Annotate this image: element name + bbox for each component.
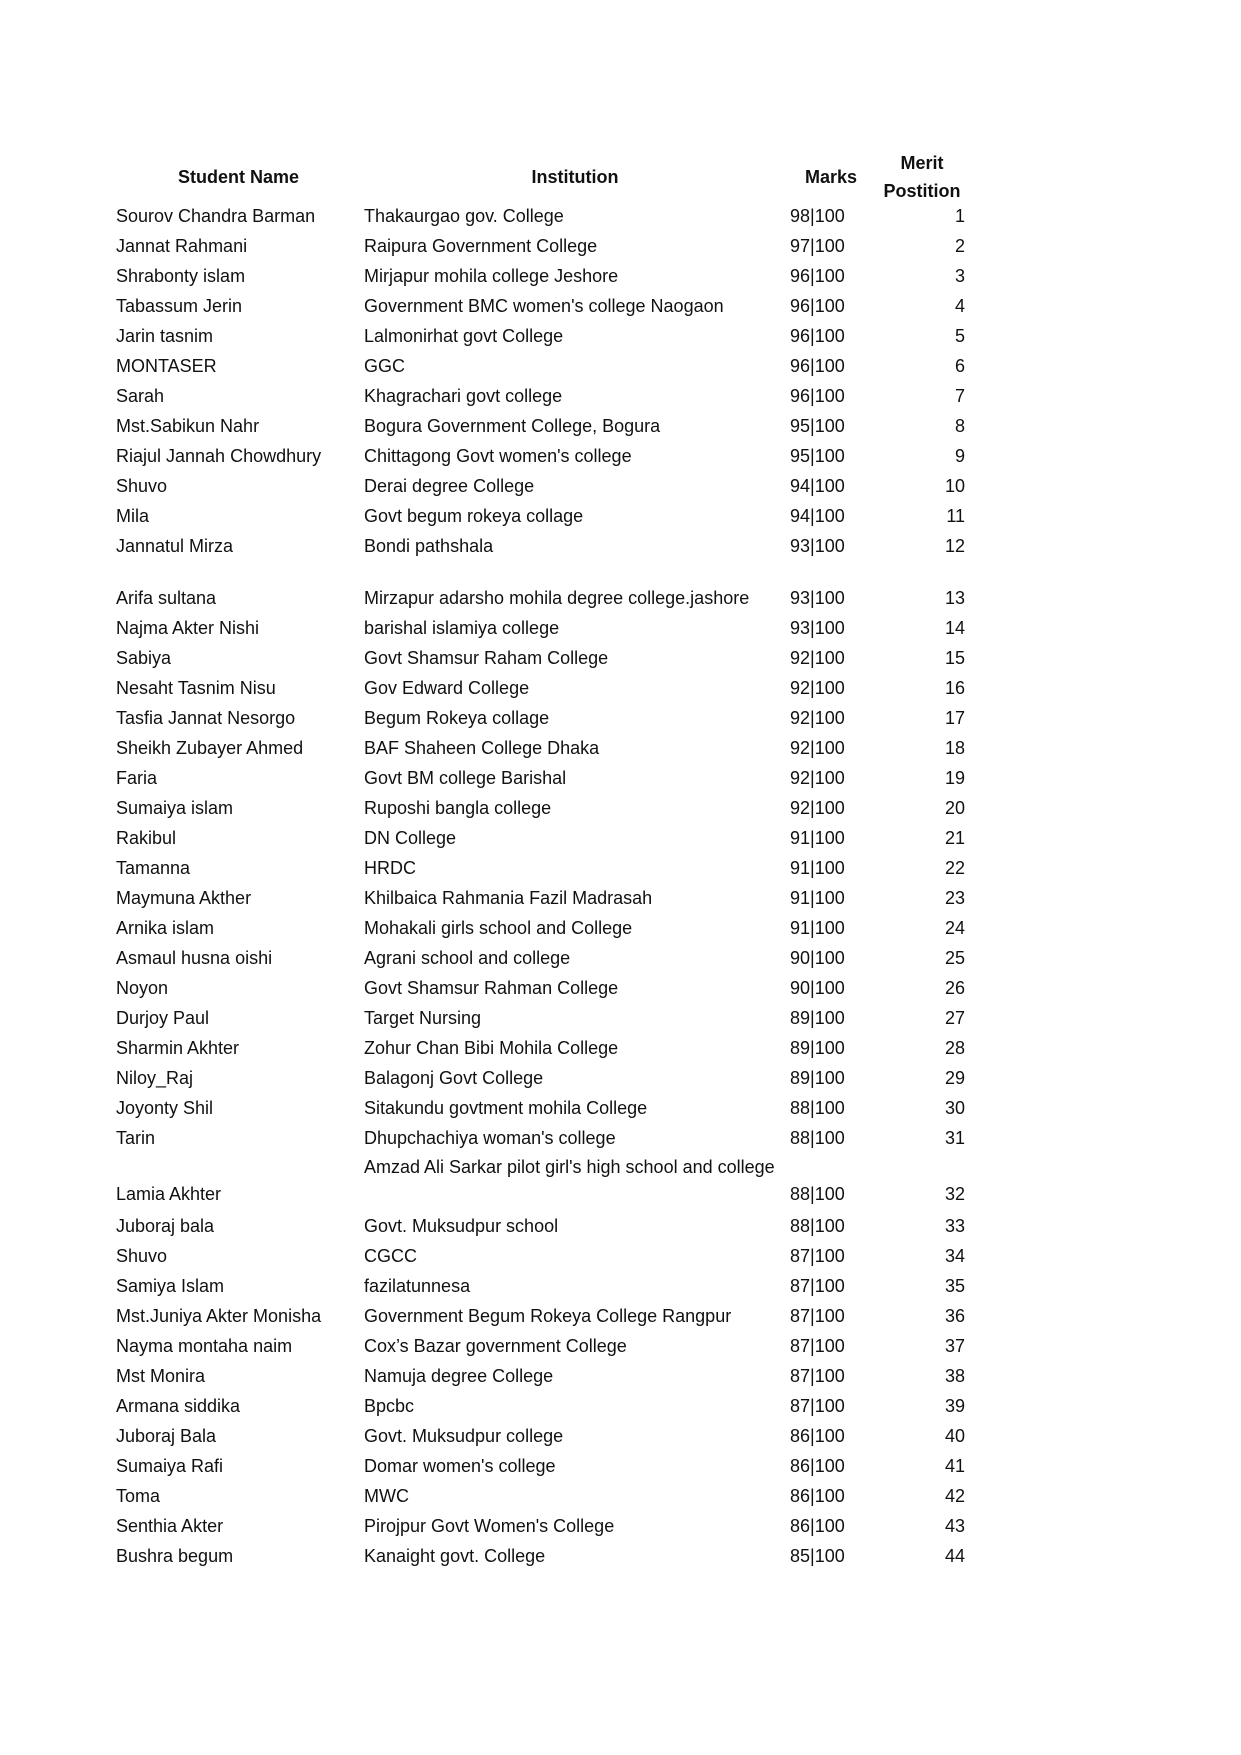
cell-institution: Government BMC women's college Naogaon — [364, 296, 724, 316]
cell-marks: 86|100 — [790, 1426, 845, 1446]
cell-marks: 94|100 — [790, 476, 845, 496]
cell-institution: Govt. Muksudpur college — [364, 1426, 564, 1446]
cell-institution: MWC — [364, 1486, 409, 1506]
cell-student-name: Sabiya — [116, 648, 172, 668]
cell-marks: 87|100 — [790, 1396, 845, 1416]
cell-student-name: Nesaht Tasnim Nisu — [116, 678, 276, 698]
table-row — [0, 1211, 1241, 1241]
cell-student-name: Nayma montaha naim — [116, 1336, 293, 1356]
table-row — [0, 1421, 1241, 1451]
cell-marks: 92|100 — [790, 708, 845, 728]
header-student-name: Student Name — [177, 167, 300, 187]
cell-merit-position: 29 — [944, 1068, 965, 1088]
cell-merit-position: 7 — [954, 386, 965, 406]
table-row — [0, 1033, 1241, 1063]
cell-merit-position: 9 — [954, 446, 965, 466]
cell-merit-position: 38 — [944, 1366, 965, 1386]
cell-institution: Chittagong Govt women's college — [364, 446, 632, 466]
cell-marks: 85|100 — [790, 1546, 845, 1566]
cell-marks: 87|100 — [790, 1336, 845, 1356]
cell-institution: Kanaight govt. College — [364, 1546, 546, 1566]
table-row — [0, 1301, 1241, 1331]
table-row — [0, 1391, 1241, 1421]
header-merit-position — [872, 149, 972, 205]
table-row — [0, 943, 1241, 973]
cell-marks: 90|100 — [790, 948, 845, 968]
cell-student-name: Sumaiya Rafi — [116, 1456, 224, 1476]
cell-student-name: Mila — [116, 506, 150, 526]
cell-student-name: Shuvo — [116, 1246, 168, 1266]
table-row — [0, 291, 1241, 321]
table-row — [0, 1481, 1241, 1511]
cell-merit-position: 40 — [944, 1426, 965, 1446]
cell-merit-position: 4 — [954, 296, 965, 316]
table-row — [0, 1093, 1241, 1123]
cell-marks: 96|100 — [790, 266, 845, 286]
table-row — [0, 883, 1241, 913]
cell-merit-position: 33 — [944, 1216, 965, 1236]
cell-marks: 96|100 — [790, 386, 845, 406]
cell-marks: 87|100 — [790, 1276, 845, 1296]
cell-student-name: Sumaiya islam — [116, 798, 234, 818]
cell-marks: 92|100 — [790, 648, 845, 668]
cell-institution: GGC — [364, 356, 406, 376]
cell-merit-position: 25 — [944, 948, 965, 968]
cell-student-name: Senthia Akter — [116, 1516, 224, 1536]
cell-marks: 89|100 — [790, 1008, 845, 1028]
table-row — [0, 703, 1241, 733]
cell-institution: Derai degree College — [364, 476, 535, 496]
cell-merit-position: 36 — [944, 1306, 965, 1326]
cell-marks: 93|100 — [790, 588, 845, 608]
cell-student-name: Juboraj bala — [116, 1216, 215, 1236]
cell-merit-position: 3 — [954, 266, 965, 286]
cell-marks: 88|100 — [790, 1128, 845, 1148]
cell-merit-position: 30 — [944, 1098, 965, 1118]
cell-merit-position: 15 — [944, 648, 965, 668]
header-merit-line2: Postition — [883, 181, 961, 201]
cell-merit-position: 42 — [944, 1486, 965, 1506]
table-row — [0, 1003, 1241, 1033]
cell-merit-position: 19 — [944, 768, 965, 788]
table-row — [0, 1063, 1241, 1093]
table-row — [0, 673, 1241, 703]
cell-marks: 94|100 — [790, 506, 845, 526]
cell-merit-position: 17 — [944, 708, 965, 728]
cell-marks: 93|100 — [790, 618, 845, 638]
cell-student-name: Tamanna — [116, 858, 191, 878]
table-row — [0, 1123, 1241, 1153]
cell-student-name: Riajul Jannah Chowdhury — [116, 446, 322, 466]
cell-institution: Govt. Muksudpur school — [364, 1216, 559, 1236]
table-row — [0, 853, 1241, 883]
table-row — [0, 471, 1241, 501]
cell-marks: 86|100 — [790, 1456, 845, 1476]
cell-marks: 87|100 — [790, 1306, 845, 1326]
header-institution: Institution — [531, 167, 619, 187]
cell-merit-position: 43 — [944, 1516, 965, 1536]
cell-institution: Pirojpur Govt Women's College — [364, 1516, 615, 1536]
cell-institution: barishal islamiya college — [364, 618, 560, 638]
cell-student-name: Mst.Juniya Akter Monisha — [116, 1306, 322, 1326]
cell-student-name: Samiya Islam — [116, 1276, 225, 1296]
cell-student-name: Lamia Akhter — [116, 1184, 222, 1204]
cell-institution: Namuja degree College — [364, 1366, 554, 1386]
table-row — [0, 381, 1241, 411]
cell-marks: 87|100 — [790, 1246, 845, 1266]
table-row — [0, 531, 1241, 561]
cell-student-name: Mst.Sabikun Nahr — [116, 416, 260, 436]
cell-merit-position: 26 — [944, 978, 965, 998]
cell-institution: Balagonj Govt College — [364, 1068, 544, 1088]
cell-institution: Dhupchachiya woman's college — [364, 1128, 616, 1148]
cell-marks: 95|100 — [790, 416, 845, 436]
cell-marks: 89|100 — [790, 1068, 845, 1088]
table-row — [0, 1241, 1241, 1271]
cell-institution: Mohakali girls school and College — [364, 918, 633, 938]
cell-student-name: Sheikh Zubayer Ahmed — [116, 738, 304, 758]
cell-merit-position: 13 — [944, 588, 965, 608]
cell-marks: 96|100 — [790, 326, 845, 346]
table-row — [0, 321, 1241, 351]
cell-merit-position: 2 — [954, 236, 965, 256]
cell-marks: 92|100 — [790, 678, 845, 698]
cell-institution: BAF Shaheen College Dhaka — [364, 738, 600, 758]
table-row — [0, 1361, 1241, 1391]
cell-institution: CGCC — [364, 1246, 417, 1266]
cell-institution: Ruposhi bangla college — [364, 798, 552, 818]
cell-merit-position: 37 — [944, 1336, 965, 1356]
cell-institution: fazilatunnesa — [364, 1276, 471, 1296]
cell-student-name: Noyon — [116, 978, 169, 998]
cell-student-name: Faria — [116, 768, 158, 788]
cell-student-name: Joyonty Shil — [116, 1098, 214, 1118]
cell-merit-position: 22 — [944, 858, 965, 878]
cell-marks: 87|100 — [790, 1366, 845, 1386]
cell-student-name: Bushra begum — [116, 1546, 234, 1566]
cell-student-name: Tarin — [116, 1128, 156, 1148]
cell-marks: 98|100 — [790, 206, 845, 226]
cell-institution: Target Nursing — [364, 1008, 482, 1028]
cell-institution: Amzad Ali Sarkar pilot girl's high school and college — [364, 1157, 775, 1177]
table-row — [0, 913, 1241, 943]
cell-merit-position: 21 — [944, 828, 965, 848]
table-row — [0, 763, 1241, 793]
header-merit-line1: Merit — [900, 153, 944, 173]
cell-merit-position: 27 — [944, 1008, 965, 1028]
cell-institution: Begum Rokeya collage — [364, 708, 550, 728]
cell-student-name: Najma Akter Nishi — [116, 618, 260, 638]
cell-marks: 86|100 — [790, 1516, 845, 1536]
cell-merit-position: 12 — [944, 536, 965, 556]
cell-institution: HRDC — [364, 858, 416, 878]
table-row — [0, 201, 1241, 231]
cell-student-name: Maymuna Akther — [116, 888, 252, 908]
cell-merit-position: 14 — [944, 618, 965, 638]
cell-merit-position: 11 — [946, 506, 965, 526]
cell-student-name: Toma — [116, 1486, 161, 1506]
table-row — [0, 231, 1241, 261]
cell-student-name: MONTASER — [116, 356, 217, 376]
cell-student-name: Jarin tasnim — [116, 326, 214, 346]
cell-institution: Bondi pathshala — [364, 536, 494, 556]
cell-student-name: Armana siddika — [116, 1396, 241, 1416]
cell-student-name: Tabassum Jerin — [116, 296, 243, 316]
cell-student-name: Niloy_Raj — [116, 1068, 194, 1088]
table-row — [0, 1331, 1241, 1361]
cell-student-name: Asmaul husna oishi — [116, 948, 273, 968]
cell-merit-position: 39 — [944, 1396, 965, 1416]
cell-student-name: Shrabonty islam — [116, 266, 246, 286]
cell-institution: Govt Shamsur Rahman College — [364, 978, 619, 998]
cell-institution: Lalmonirhat govt College — [364, 326, 564, 346]
cell-student-name: Juboraj Bala — [116, 1426, 217, 1446]
cell-institution: Bogura Government College, Bogura — [364, 416, 661, 436]
table-row — [0, 501, 1241, 531]
cell-merit-position: 20 — [944, 798, 965, 818]
cell-institution: Government Begum Rokeya College Rangpur — [364, 1306, 732, 1326]
cell-institution: Raipura Government College — [364, 236, 598, 256]
cell-merit-position: 41 — [944, 1456, 965, 1476]
cell-merit-position: 5 — [954, 326, 965, 346]
cell-marks: 88|100 — [790, 1184, 845, 1204]
cell-student-name: Arnika islam — [116, 918, 215, 938]
cell-student-name: Mst Monira — [116, 1366, 206, 1386]
table-row — [0, 793, 1241, 823]
table-row — [0, 733, 1241, 763]
cell-merit-position: 18 — [944, 738, 965, 758]
cell-merit-position: 44 — [944, 1546, 965, 1566]
cell-institution: Sitakundu govtment mohila College — [364, 1098, 648, 1118]
cell-institution: Cox’s Bazar government College — [364, 1336, 627, 1356]
cell-marks: 92|100 — [790, 768, 845, 788]
cell-student-name: Shuvo — [116, 476, 168, 496]
cell-institution: Domar women's college — [364, 1456, 556, 1476]
cell-marks: 88|100 — [790, 1216, 845, 1236]
cell-marks: 95|100 — [790, 446, 845, 466]
cell-marks: 97|100 — [790, 236, 845, 256]
table-row — [0, 643, 1241, 673]
cell-marks: 91|100 — [790, 888, 845, 908]
cell-student-name: Arifa sultana — [116, 588, 217, 608]
cell-student-name: Jannatul Mirza — [116, 536, 234, 556]
cell-marks: 91|100 — [790, 828, 845, 848]
header-marks: Marks — [804, 167, 858, 187]
table-row — [0, 1451, 1241, 1481]
cell-merit-position: 24 — [944, 918, 965, 938]
cell-merit-position: 10 — [944, 476, 965, 496]
table-row — [0, 351, 1241, 381]
cell-student-name: Rakibul — [116, 828, 177, 848]
cell-institution: Govt begum rokeya collage — [364, 506, 584, 526]
table-row — [0, 583, 1241, 613]
cell-marks: 96|100 — [790, 296, 845, 316]
cell-merit-position: 6 — [954, 356, 965, 376]
cell-marks: 88|100 — [790, 1098, 845, 1118]
cell-merit-position: 23 — [944, 888, 965, 908]
table-row — [0, 411, 1241, 441]
cell-merit-position: 35 — [944, 1276, 965, 1296]
cell-student-name: Sharmin Akhter — [116, 1038, 240, 1058]
cell-institution: Agrani school and college — [364, 948, 571, 968]
cell-institution: Thakaurgao gov. College — [364, 206, 564, 226]
cell-student-name: Tasfia Jannat Nesorgo — [116, 708, 296, 728]
table-row — [0, 1541, 1241, 1571]
table-row — [0, 1271, 1241, 1301]
cell-institution: Mirzapur adarsho mohila degree college.jashore — [364, 588, 750, 608]
cell-merit-position: 8 — [954, 416, 965, 436]
cell-institution: Bpcbc — [364, 1396, 415, 1416]
cell-institution: Gov Edward College — [364, 678, 530, 698]
cell-institution: Govt Shamsur Raham College — [364, 648, 609, 668]
table-row — [0, 823, 1241, 853]
cell-student-name: Sourov Chandra Barman — [116, 206, 316, 226]
cell-institution: Govt BM college Barishal — [364, 768, 567, 788]
cell-marks: 92|100 — [790, 738, 845, 758]
cell-merit-position: 32 — [944, 1184, 965, 1204]
table-row — [0, 261, 1241, 291]
table-row — [0, 613, 1241, 643]
table-row — [0, 441, 1241, 471]
table-row — [0, 973, 1241, 1003]
cell-merit-position: 16 — [944, 678, 965, 698]
cell-student-name: Durjoy Paul — [116, 1008, 210, 1028]
cell-marks: 92|100 — [790, 798, 845, 818]
cell-merit-position: 34 — [944, 1246, 965, 1266]
cell-merit-position: 1 — [954, 206, 965, 226]
table-row — [0, 1151, 1241, 1209]
cell-institution: DN College — [364, 828, 457, 848]
cell-marks: 91|100 — [790, 858, 845, 878]
cell-merit-position: 28 — [944, 1038, 965, 1058]
cell-marks: 86|100 — [790, 1486, 845, 1506]
cell-marks: 96|100 — [790, 356, 845, 376]
cell-institution: Zohur Chan Bibi Mohila College — [364, 1038, 619, 1058]
cell-student-name: Jannat Rahmani — [116, 236, 248, 256]
cell-institution: Khilbaica Rahmania Fazil Madrasah — [364, 888, 653, 908]
cell-marks: 93|100 — [790, 536, 845, 556]
cell-marks: 89|100 — [790, 1038, 845, 1058]
table-row — [0, 1511, 1241, 1541]
cell-marks: 90|100 — [790, 978, 845, 998]
cell-institution: Khagrachari govt college — [364, 386, 563, 406]
cell-marks: 91|100 — [790, 918, 845, 938]
cell-merit-position: 31 — [944, 1128, 965, 1148]
cell-student-name: Sarah — [116, 386, 165, 406]
cell-institution: Mirjapur mohila college Jeshore — [364, 266, 619, 286]
